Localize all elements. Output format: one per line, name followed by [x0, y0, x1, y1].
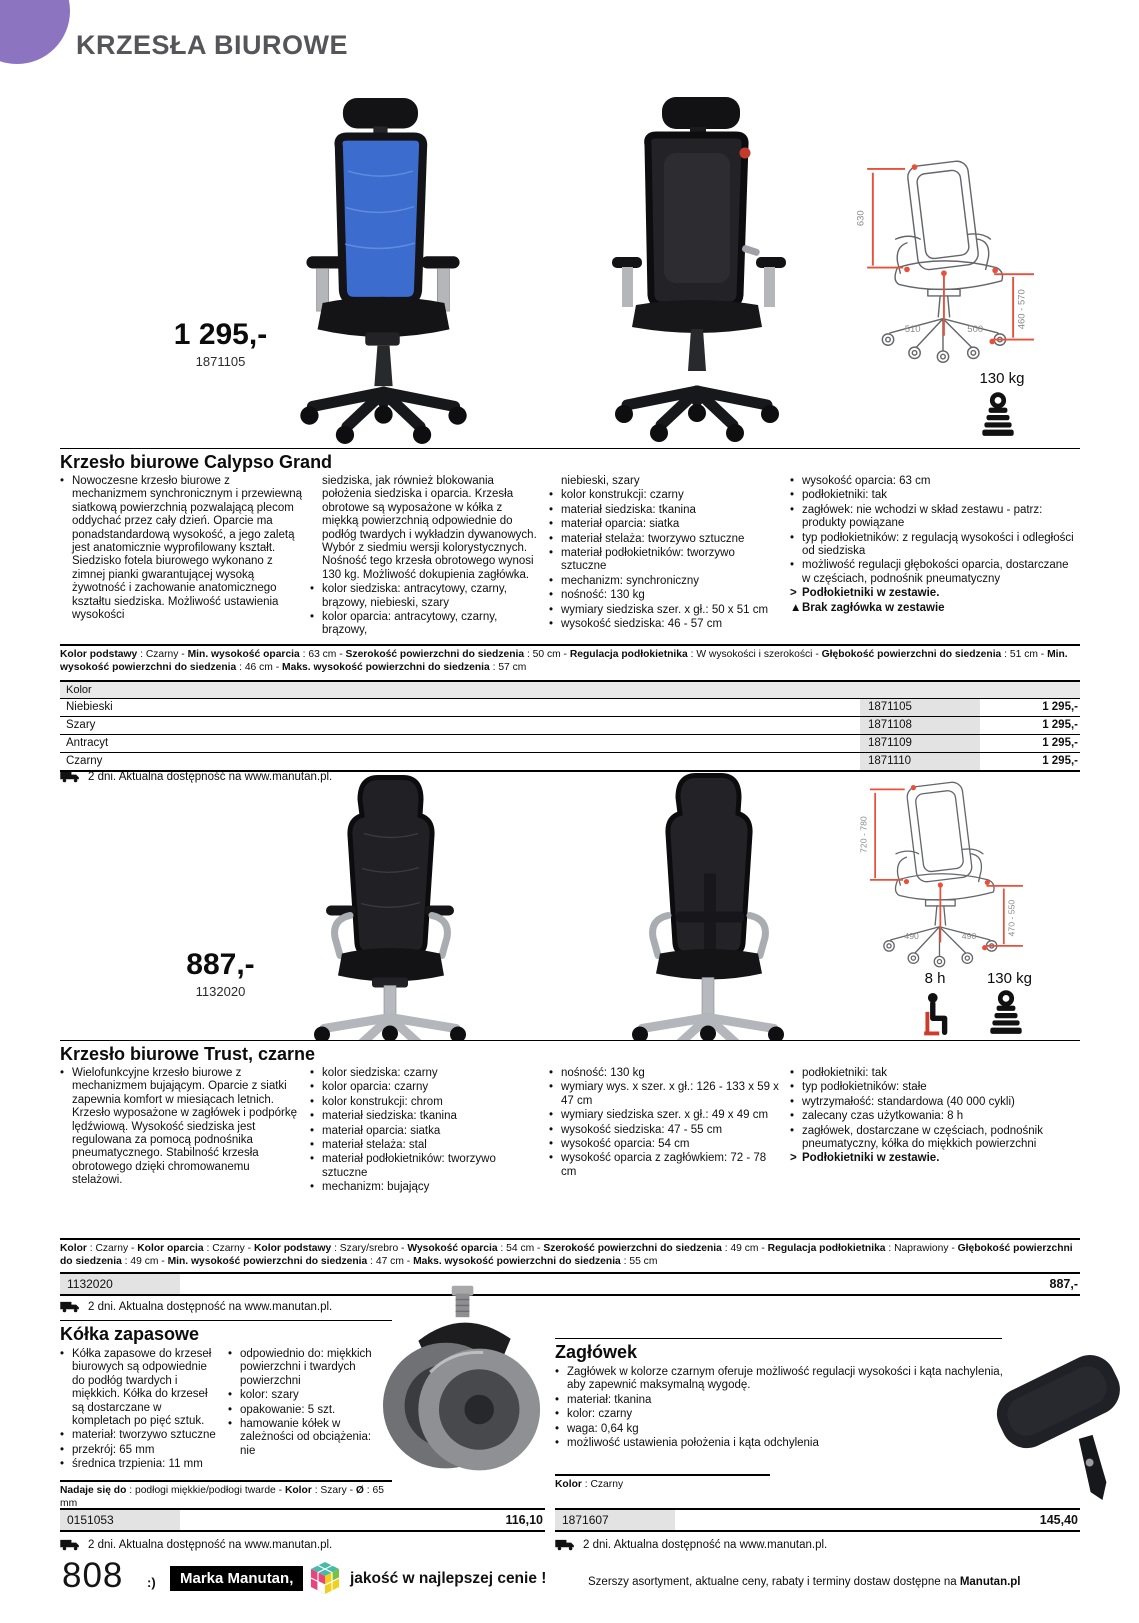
- truck-icon: [555, 1538, 576, 1551]
- spec-item: niebieski, szary: [561, 475, 640, 487]
- product1-spec-summary: [60, 644, 1080, 675]
- spec-item: • zagłówek: nie wchodzi w skład zestawu - patrz: produkty powiązane: [790, 503, 1043, 530]
- availability-text: 2 dni. Aktualna dostępność na www.manutan.pl.: [88, 1538, 333, 1551]
- separator-line: [60, 448, 1080, 449]
- svg-text:460 - 570: 460 - 570: [1016, 289, 1028, 330]
- item-price: 887,-: [1049, 1277, 1078, 1291]
- product1-price-block: [148, 318, 293, 369]
- item-code: 1871109: [860, 735, 980, 752]
- color-name: Czarny: [66, 755, 103, 767]
- availability-note: [60, 770, 332, 783]
- spec-item: • wymiary siedziska szer. x gł.: 49 x 49 cm: [549, 1109, 769, 1122]
- product2-photo-back: [612, 762, 802, 1040]
- spec-seg: : Czarny -: [203, 1243, 254, 1254]
- spec-seg: Kolor podstawy: [253, 1243, 332, 1254]
- spec-item: • wysokość oparcia: 54 cm: [549, 1138, 690, 1151]
- svg-text:490: 490: [904, 930, 919, 941]
- product3-spec-summary: [60, 1480, 392, 1511]
- spec-seg: Kolor: [60, 1243, 87, 1254]
- spec-item: • podłokietniki: tak: [790, 489, 888, 502]
- product1-photo-front: [283, 96, 483, 446]
- spec-seg: Kolor: [284, 1485, 312, 1496]
- headrest-photo: [988, 1344, 1136, 1512]
- spec-column: [228, 1348, 380, 1459]
- spec-item: • przekrój: 65 mm: [60, 1443, 155, 1456]
- spec-item: • materiał oparcia: siatka: [549, 518, 680, 531]
- spec-seg: Min. wysokość powierzchni do siedzenia: [60, 649, 1068, 673]
- item-code: 1871108: [860, 717, 980, 734]
- spec-item: • odpowiednio do: miękkich powierzchni i twardych powierzchni: [228, 1348, 372, 1387]
- svg-text:720 - 780: 720 - 780: [858, 816, 869, 853]
- product1-photo-back: [596, 96, 801, 446]
- spec-item: • nośność: 130 kg: [549, 1067, 645, 1079]
- spec-column: [549, 475, 781, 632]
- spec-item: • wymiary wys. x szer. x gł.: 126 - 133 x 59 x 47 cm: [549, 1081, 779, 1107]
- availability-text: 2 dni. Aktualna dostępność na www.manutan.pl.: [88, 770, 333, 783]
- spec-seg: : Naprawiony -: [885, 1243, 958, 1254]
- spec-item: • materiał siedziska: tkanina: [549, 503, 696, 516]
- spec-item: • kolor: szary: [228, 1389, 299, 1402]
- spec-item: • kolor oparcia: antracytowy, czarny, brązowy,: [310, 611, 498, 637]
- spec-item: > Podłokietniki w zestawie.: [790, 587, 940, 600]
- item-code: 0151053: [60, 1510, 180, 1530]
- brand-badge: Marka Manutan,: [170, 1566, 303, 1591]
- truck-icon: [60, 770, 81, 783]
- spec-seg: : 57 cm: [489, 661, 527, 673]
- product1-load-label: 130 kg: [979, 370, 1025, 387]
- product2-photo-front: [298, 762, 483, 1040]
- product1-title: Krzesło biurowe Calypso Grand: [60, 452, 333, 472]
- spec-item: > Podłokietniki w zestawie.: [790, 1152, 940, 1165]
- spec-item: • Wielofunkcyjne krzesło biurowe z mechanizmem bujającym. Oparcie z siatki zapewnia komfort w miesiącach letnich. Krzesło wyposażone w zagłówek i podpórkę lędźwiową. Wysokość siedziska jest regulowana za pomocą podnośnika pneumatycznego. Stabilność krzesła obrotowego dzięki chromowanemu stelażowi.: [60, 1067, 298, 1187]
- spec-item: • typ podłokietników: z regulacją wysokości i odległości od siedziska: [790, 531, 1074, 558]
- item-price: 1 295,-: [1042, 719, 1078, 731]
- availability-text: 2 dni. Aktualna dostępność na www.manutan.pl.: [88, 1300, 333, 1313]
- spec-item: ▲ Brak zagłówka w zestawie: [790, 601, 945, 614]
- spec-column: [549, 1067, 781, 1180]
- spec-seg: : 50 cm -: [524, 649, 570, 660]
- spec-seg: Ø: [355, 1485, 364, 1496]
- spec-seg: : Czarny -: [137, 649, 188, 660]
- spec-item: • kolor siedziska: czarny: [310, 1067, 438, 1079]
- spec-item: • waga: 0,64 kg: [555, 1422, 639, 1435]
- item-price: 1 295,-: [1042, 737, 1078, 749]
- availability-note: [60, 1538, 332, 1551]
- item-code: 1871607: [555, 1510, 675, 1530]
- spec-item: • wysokość oparcia: 63 cm: [790, 475, 931, 487]
- spec-column: [60, 475, 303, 623]
- footer-note-brand: Manutan.pl: [959, 1576, 1021, 1588]
- table-row: [60, 752, 1080, 770]
- spec-item: • wymiary siedziska szer. x gł.: 50 x 51 cm: [549, 603, 769, 616]
- spec-column: [790, 1067, 1080, 1167]
- product2-code: 1132020: [195, 984, 246, 999]
- footer-tagline: jakość w najlepszej cenie !: [350, 1570, 547, 1587]
- price-row: [60, 1272, 1080, 1296]
- spec-seg: Głębokość powierzchni do siedzenia: [821, 649, 1002, 660]
- separator-line: [60, 1040, 1080, 1041]
- caster-photo: [383, 1282, 545, 1482]
- item-price: 1 295,-: [1042, 755, 1078, 767]
- spec-item: • wysokość oparcia z zagłówkiem: 72 - 78 cm: [549, 1152, 767, 1178]
- spec-seg: : 65 mm: [60, 1485, 384, 1509]
- spec-item: • kolor konstrukcji: czarny: [549, 489, 684, 502]
- spec-seg: : podłogi miękkie/podłogi twarde -: [126, 1485, 285, 1496]
- page-title: KRZESŁA BIUROWE: [76, 30, 348, 60]
- spec-seg: Min. wysokość oparcia: [187, 649, 300, 660]
- spec-column: [60, 1348, 220, 1473]
- corner-decoration: [0, 0, 70, 64]
- footer-note: [588, 1576, 1021, 1588]
- spec-item: • materiał: tworzywo sztuczne: [60, 1429, 216, 1442]
- weight-limit-icon: [990, 990, 1022, 1036]
- availability-text: 2 dni. Aktualna dostępność na www.manutan.pl.: [583, 1538, 828, 1551]
- spec-item: • hamowanie kółek w zależności od obciążenia: nie: [228, 1418, 372, 1457]
- color-name: Szary: [66, 719, 96, 731]
- spec-seg: : 49 cm -: [721, 1243, 768, 1254]
- separator-line: [60, 1320, 392, 1321]
- spec-seg: : 47 cm -: [367, 1255, 414, 1267]
- spec-seg: Min. wysokość powierzchni do siedzenia: [167, 1255, 368, 1267]
- usage-time-icon: [922, 992, 950, 1036]
- spec-item: • zalecany czas użytkowania: 8 h: [790, 1110, 964, 1123]
- truck-icon: [60, 1300, 81, 1313]
- spec-seg: Maks. wysokość powierzchni do siedzenia: [413, 1255, 621, 1267]
- svg-text:630: 630: [855, 210, 867, 227]
- product4-title: Zagłówek: [555, 1342, 638, 1362]
- spec-item: • kolor siedziska: antracytowy, czarny, brązowy, niebieski, szary: [310, 583, 507, 609]
- spec-column: [790, 475, 1080, 616]
- weight-limit-icon: [982, 392, 1014, 438]
- spec-seg: Kolor oparcia: [137, 1243, 204, 1254]
- spec-seg: Nadaje się do: [60, 1485, 127, 1496]
- spec-seg: : 51 cm -: [1001, 649, 1048, 660]
- item-price: 1 295,-: [1042, 701, 1078, 713]
- spec-seg: : 46 cm -: [236, 661, 283, 673]
- truck-icon: [60, 1538, 81, 1551]
- svg-text:510: 510: [904, 323, 921, 335]
- spec-item: • średnica trzpienia: 11 mm: [60, 1458, 203, 1471]
- spec-seg: : W wysokości i szerokości -: [687, 649, 822, 660]
- item-code: 1871105: [860, 699, 980, 716]
- spec-seg: : Szary/srebro -: [331, 1243, 408, 1254]
- spec-seg: Wysokość oparcia: [407, 1243, 498, 1254]
- spec-item: • nośność: 130 kg: [549, 589, 645, 602]
- separator-line: [555, 1338, 1002, 1339]
- table-row: [60, 698, 1080, 716]
- svg-text:490: 490: [961, 930, 977, 941]
- spec-item: • materiał stelaża: tworzywo sztuczne: [549, 532, 745, 545]
- availability-note: [60, 1300, 332, 1313]
- price-row: [555, 1508, 1080, 1532]
- svg-text:470 - 550: 470 - 550: [1006, 899, 1017, 937]
- spec-item: • typ podłokietników: stałe: [790, 1081, 927, 1094]
- smiley-text: :): [147, 1575, 156, 1590]
- spec-seg: Kolor podstawy: [60, 649, 138, 660]
- product1-code: 1871105: [195, 354, 246, 369]
- spec-item: • materiał stelaża: stal: [310, 1139, 427, 1152]
- spec-item: • materiał podłokietników: tworzywo sztuczne: [549, 547, 735, 573]
- table-row: [60, 734, 1080, 752]
- spec-item: • wysokość siedziska: 46 - 57 cm: [549, 618, 723, 631]
- spec-item: • kolor konstrukcji: chrom: [310, 1095, 443, 1108]
- product1-price: 1 295,-: [173, 318, 268, 351]
- spec-item: • opakowanie: 5 szt.: [228, 1403, 336, 1416]
- spec-seg: Szerokość powierzchni do siedzenia: [543, 1243, 722, 1254]
- page-number: 808: [62, 1556, 124, 1595]
- spec-seg: : 49 cm -: [121, 1255, 168, 1267]
- spec-item: • materiał siedziska: tkanina: [310, 1110, 457, 1123]
- spec-item: • Nowoczesne krzesło biurowe z mechanizmem synchronicznym i przewiewną siatkową powierzchnią pozwalającą plecom oddychać przez cały dzień. Oparcie ma ponadstandardową wysokość, a jego zaletą jest anatomicznie wyprofilowany kształt. Siedzisko fotela biurowego wykonano z zimnej pianki gwarantującej wysoką żywotność i zachowanie anatomicznego kształtu siedziska. Możliwość ustawienia wysokości: [60, 475, 303, 622]
- table-header: Kolor: [60, 682, 1080, 698]
- spec-column: [310, 1067, 538, 1196]
- spec-seg: : Czarny: [581, 1479, 624, 1490]
- product2-price: 887,-: [186, 948, 255, 981]
- rubik-cube-icon: [308, 1560, 342, 1596]
- product2-usage-label: 8 h: [924, 970, 946, 987]
- spec-item: • Kółka zapasowe do krzeseł biurowych są odpowiednie do podłóg twardych i miękkich. Kółka do krzeseł są dostarczane w kompletach po pięć sztuk.: [60, 1348, 212, 1428]
- availability-note: [555, 1538, 827, 1551]
- spec-column: [310, 475, 538, 639]
- spec-item: • kolor oparcia: czarny: [310, 1081, 429, 1094]
- svg-text:500: 500: [967, 323, 984, 335]
- spec-seg: : Czarny -: [86, 1243, 138, 1254]
- spec-item: • materiał podłokietników: tworzywo sztuczne: [310, 1153, 496, 1179]
- spec-column: [60, 1067, 303, 1189]
- spec-seg: Regulacja podłokietnika: [767, 1243, 886, 1254]
- spec-item: • podłokietniki: tak: [790, 1067, 888, 1079]
- product2-load-label: 130 kg: [986, 970, 1033, 987]
- table-row: [60, 716, 1080, 734]
- spec-item: • mechanizm: bujający: [310, 1181, 430, 1194]
- spec-column: [555, 1366, 1010, 1451]
- spec-item: • Zagłówek w kolorze czarnym oferuje możliwość regulacji wysokości i kąta nachylenia, aby zapewnić maksymalną wygodę.: [555, 1366, 1003, 1392]
- spec-item: siedziska, jak również blokowania położenia siedziska i oparcia. Krzesła obrotowe są wyposażone w kółka z miękką powierzchnią odpowiednie do podłóg twardych i wykładzin dywanowych. Wybór z siedmiu wersji kolorystycznych. Nośność tego krzesła obrotowego wynosi 130 kg. Możliwość dokupienia zagłówka.: [322, 475, 537, 581]
- product2-price-block: [148, 948, 293, 999]
- spec-item: • wysokość siedziska: 47 - 55 cm: [549, 1123, 723, 1136]
- item-code: 1132020: [60, 1274, 180, 1294]
- spec-seg: : 63 cm -: [299, 649, 346, 660]
- item-price: 145,40: [1039, 1513, 1078, 1527]
- spec-seg: : Szary -: [311, 1485, 356, 1496]
- product4-spec-summary: [555, 1474, 770, 1492]
- spec-seg: Regulacja podłokietnika: [569, 649, 688, 660]
- spec-item: • materiał: tkanina: [555, 1393, 652, 1406]
- item-price: 116,10: [505, 1513, 543, 1527]
- product2-title: Krzesło biurowe Trust, czarne: [60, 1044, 316, 1064]
- spec-seg: : 54 cm -: [497, 1243, 544, 1254]
- product3-title: Kółka zapasowe: [60, 1324, 200, 1344]
- spec-item: • możliwość regulacji głębokości oparcia, dostarczane w częściach, podnośnik pneumatyczny: [790, 559, 1069, 585]
- product2-spec-summary: [60, 1238, 1080, 1269]
- spec-item: • zagłówek, dostarczane w częściach, podnośnik pneumatyczny, kółka do miękkich powierzchni: [790, 1124, 1043, 1151]
- spec-item: • wytrzymałość: standardowa (40 000 cykli): [790, 1095, 1015, 1108]
- color-name: Niebieski: [66, 701, 113, 713]
- item-code: 1871110: [860, 753, 980, 770]
- product1-dimension-diagram: [852, 150, 1070, 368]
- color-name: Antracyt: [66, 737, 109, 749]
- spec-item: • materiał oparcia: siatka: [310, 1124, 441, 1137]
- spec-item: • mechanizm: synchroniczny: [549, 574, 700, 587]
- spec-seg: Kolor: [555, 1479, 582, 1490]
- price-row: [60, 1508, 545, 1532]
- product2-dimension-diagram: [856, 772, 1056, 972]
- color-table: [60, 680, 1080, 772]
- spec-seg: Głębokość powierzchni do siedzenia: [60, 1243, 1073, 1267]
- spec-item: • możliwość ustawienia położenia i kąta odchylenia: [555, 1437, 819, 1450]
- footer-note-text: Szerszy asortyment, aktualne ceny, rabaty i terminy dostaw dostępne na: [588, 1576, 960, 1588]
- spec-seg: Maks. wysokość powierzchni do siedzenia: [282, 661, 490, 673]
- spec-item: • kolor: czarny: [555, 1408, 633, 1421]
- spec-seg: Szerokość powierzchni do siedzenia: [345, 649, 525, 660]
- spec-seg: : 55 cm: [620, 1255, 658, 1267]
